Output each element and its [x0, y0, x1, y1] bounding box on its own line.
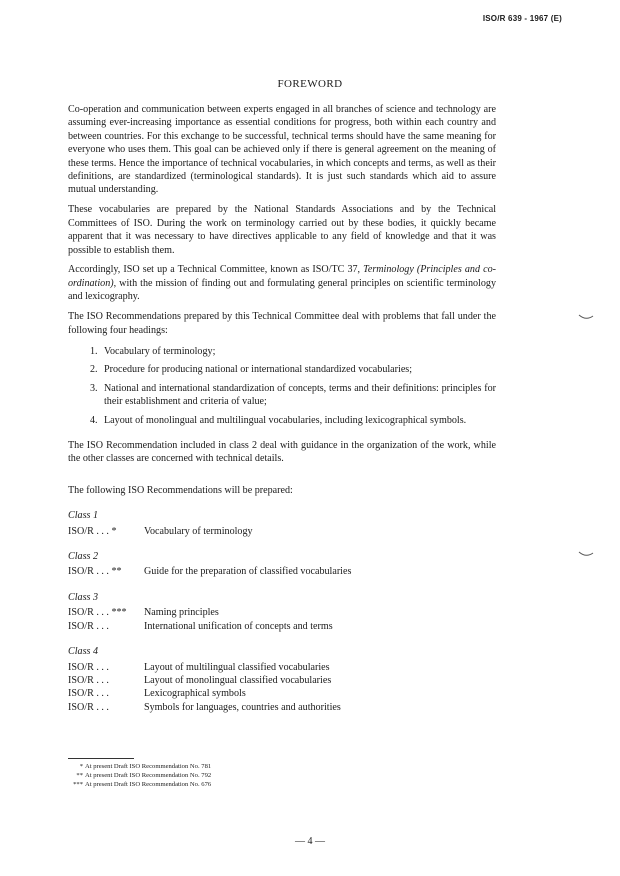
recommendation-row	[68, 661, 496, 674]
paragraph-technical-committee	[68, 263, 496, 303]
class-label: Class 2	[68, 551, 99, 563]
class-section	[68, 645, 496, 714]
footnote-mark: *	[79, 763, 83, 770]
footnotes	[68, 758, 496, 789]
paragraph-intro: Co-operation and communication between experts engaged in all branches of science and technology are assuming ever-increasing importance as essential conditions for progress, both within each country and between countries. For this exchange to be successful, technical terms should have the same meaning for everyone who uses them. This goal can be achieved only if there is general agreement on the meaning of these terms. Hence the importance of technical vocabularies, in which concepts and terms, as well as their definitions, are standardized (terminological standards). It is just such standards which aid to assure mutual understanding.	[68, 104, 496, 196]
footnote	[68, 771, 496, 780]
page-number: — 4 —	[295, 836, 325, 847]
page-title: FOREWORD	[277, 78, 343, 90]
recommendation-title: Symbols for languages, countries and authorities	[144, 701, 341, 713]
recommendation-title: Naming principles	[144, 607, 219, 619]
class-section	[68, 509, 496, 538]
footnote-mark: ***	[73, 781, 83, 788]
list-item	[90, 345, 496, 358]
list-item	[90, 414, 496, 427]
class-label: Class 4	[68, 646, 99, 658]
committee-name: Terminology (Principles and co-ordination)	[68, 264, 496, 289]
paragraph-class2: The ISO Recommendation included in class 2 deal with guidance in the organization of the work, while the other classes are concerned with technical details.	[68, 440, 496, 465]
recommendation-title: International unification of concepts and terms	[144, 620, 333, 632]
recommendation-title: Vocabulary of terminology	[144, 525, 253, 537]
class-label: Class 3	[68, 591, 99, 603]
class-label: Class 1	[68, 510, 99, 522]
footnote-text: At present Draft ISO Recommendation No. 792	[85, 772, 212, 779]
recommendation-row	[68, 620, 496, 633]
footnote-text: At present Draft ISO Recommendation No. 781	[85, 763, 212, 770]
recommendation-title: Layout of monolingual classified vocabularies	[144, 674, 332, 686]
scan-mark-icon	[578, 550, 594, 558]
list-item	[90, 363, 496, 376]
list-number: 1.	[90, 346, 98, 357]
footnote	[68, 762, 496, 771]
footnote	[68, 780, 496, 789]
recommendation-code: ISO/R . . .	[68, 661, 109, 673]
recommendation-code: ISO/R . . . **	[68, 566, 122, 578]
recommendation-code: ISO/R . . .	[68, 688, 109, 700]
footnote-divider	[68, 758, 134, 759]
recommendation-row	[68, 606, 496, 619]
class-section	[68, 591, 496, 633]
list-text: National and international standardization of concepts, terms and their definitions: principles for their establishment and criteria of value;	[104, 382, 496, 408]
recommendation-code: ISO/R . . . *	[68, 525, 117, 537]
recommendation-row	[68, 525, 496, 538]
headings-list	[68, 345, 496, 427]
recommendation-code: ISO/R . . .	[68, 674, 109, 686]
footnote-text: At present Draft ISO Recommendation No. 676	[85, 781, 212, 788]
list-text: Layout of monolingual and multilingual vocabularies, including lexicographical symbols.	[104, 414, 467, 426]
recommendation-row	[68, 565, 496, 578]
paragraph-text: Accordingly, ISO set up a Technical Committee, known as ISO/TC 37,	[68, 264, 364, 276]
document-body	[68, 103, 496, 714]
recommendation-row	[68, 687, 496, 700]
list-text: Vocabulary of terminology;	[104, 346, 216, 357]
list-item	[90, 382, 496, 409]
paragraph-text: , with the mission of finding out and formulating general principles on scientific terminology and lexicography.	[68, 277, 496, 303]
list-number: 2.	[90, 364, 98, 376]
class-section	[68, 550, 496, 579]
recommendation-code: ISO/R . . .	[68, 701, 109, 713]
footnote-mark: **	[76, 772, 83, 779]
paragraph-headings-intro: The ISO Recommendations prepared by this Technical Committee deal with problems that fall under the following four headings:	[68, 311, 496, 336]
recommendation-title: Guide for the preparation of classified vocabularies	[144, 566, 352, 578]
list-text: Procedure for producing national or international standardized vocabularies;	[104, 364, 413, 376]
recommendation-row	[68, 701, 496, 714]
paragraph-recommendations-intro: The following ISO Recommendations will be prepared:	[68, 484, 293, 496]
list-number: 4.	[90, 414, 98, 426]
recommendation-code: ISO/R . . .	[68, 620, 109, 632]
recommendation-code: ISO/R . . . ***	[68, 607, 127, 619]
scan-mark-icon	[578, 313, 594, 321]
recommendation-row	[68, 674, 496, 687]
recommendation-title: Lexicographical symbols	[144, 688, 246, 700]
document-reference: ISO/R 639 - 1967 (E)	[482, 14, 562, 23]
paragraph-vocabularies: These vocabularies are prepared by the National Standards Associations and by the Technical Committees of ISO. During the work on terminology carried out by these bodies, it quickly became apparent that it was necessary to have directives applicable to any field of knowledge and that it was possible to establish them.	[68, 204, 496, 256]
list-number: 3.	[90, 382, 98, 394]
recommendation-title: Layout of multilingual classified vocabularies	[144, 661, 330, 673]
